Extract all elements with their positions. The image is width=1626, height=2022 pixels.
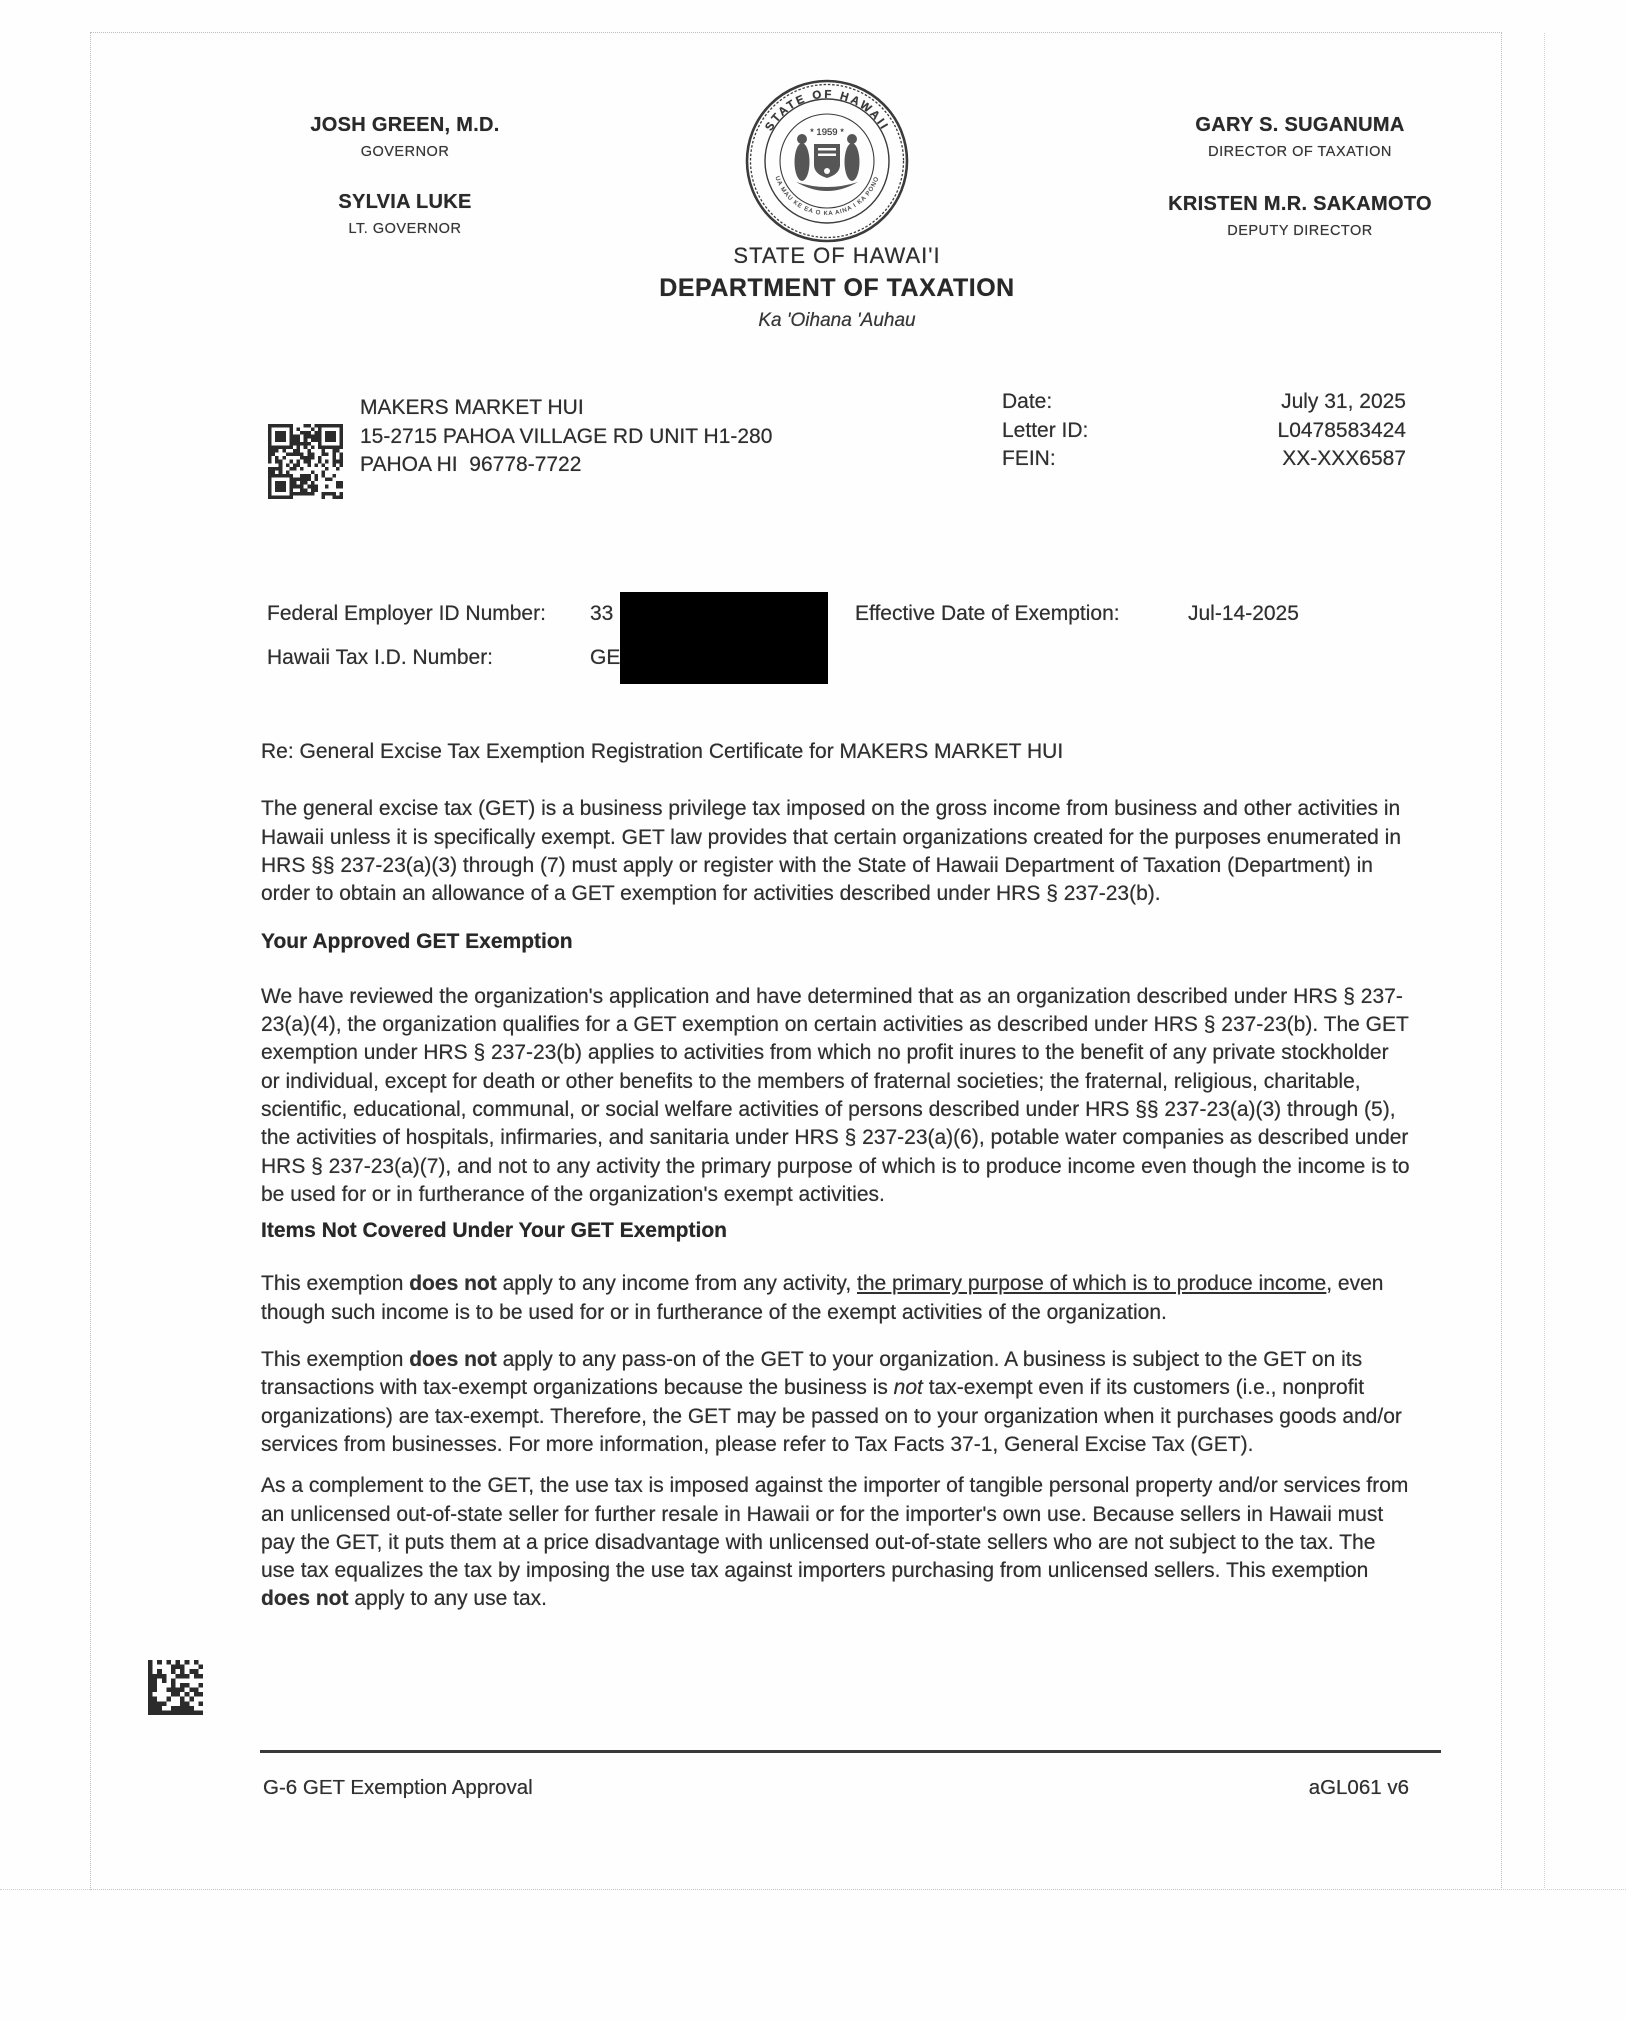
letter-meta-labels <box>1002 388 1088 474</box>
hawaii-tax-id-value: GE <box>590 646 621 669</box>
pass-on-paragraph: This exemption does not apply to any pass-on of the GET to your organization. A business is subject to the GET on its transactions with tax-exempt organizations because the business is not tax-exempt even if its customers (i.e., nonprofit organizations) are tax-exempt. Therefore, the GET may be passed on to your organization when it purchases goods and/or services from businesses. For more information, please refer to Tax Facts 37-1, General Excise Tax (GET). <box>261 1348 1402 1456</box>
deputy-director-title: DEPUTY DIRECTOR <box>1227 223 1373 239</box>
department-name: DEPARTMENT OF TAXATION <box>659 274 1015 302</box>
income-exclusion-paragraph: This exemption does not apply to any income from any activity, the primary purpose of which is to produce income, even though such income is to be used for or in furtherance of the exempt activities of the organization. <box>261 1272 1384 1324</box>
hawaii-tax-id-label: Hawaii Tax I.D. Number: <box>267 646 494 669</box>
datamatrix-barcode <box>148 1660 203 1715</box>
subject-line: Re: General Excise Tax Exemption Registration Certificate for MAKERS MARKET HUI <box>261 740 1064 763</box>
recipient-address-line1: 15-2715 PAHOA VILLAGE RD UNIT H1-280 <box>360 424 773 448</box>
official-lt-governor <box>255 191 555 237</box>
seal-year: * 1959 * <box>810 127 844 138</box>
official-deputy-director <box>1150 193 1450 239</box>
intro-paragraph: The general excise tax (GET) is a business privilege tax imposed on the gross income from business and other activities in Hawaii unless it is specifically exempt. GET law provides that certain organizations created for the purposes enumerated in HRS §§ 237-23(a)(3) through (7) must apply or register with the State of Hawaii Department of Taxation (Department) in order to obtain an allowance of a GET exemption for activities described under HRS § 237-23(b). <box>261 797 1402 906</box>
not-covered-heading: Items Not Covered Under Your GET Exemption <box>261 1219 727 1243</box>
letter-id-value: L0478583424 <box>1277 418 1406 442</box>
deputy-director-name: KRISTEN M.R. SAKAMOTO <box>1168 193 1432 215</box>
fein-value: XX-XXX6587 <box>1282 447 1406 471</box>
governor-title: GOVERNOR <box>360 144 450 160</box>
letter-id-label: Letter ID: <box>1002 418 1089 442</box>
recipient-name: MAKERS MARKET HUI <box>360 396 584 419</box>
official-director <box>1150 114 1450 160</box>
footer-form-name: G-6 GET Exemption Approval <box>263 1776 533 1799</box>
approved-exemption-paragraph: We have reviewed the organization's application and have determined that as an organization described under HRS § 237-23(a)(4), the organization qualifies for a GET exemption on certain activities as described under HRS § 237-23(b). The GET exemption under HRS § 237-23(b) applies to activities from which no profit inures to the benefit of any private stockholder or individual, except for death or other benefits to the members of fraternal societies; the fraternal, religious, charitable, scientific, educational, communal, or social welfare activities of persons described under HRS §§ 237-23(a)(3) through (5), the activities of hospitals, infirmaries, and sanitaria under HRS § 237-23(a)(6), potable water companies as described under HRS § 237-23(a)(7), and not to any activity the primary purpose of which is to produce income even though the income is to be used for or in furtherance of the organization's exempt activities. <box>261 984 1410 1206</box>
approved-exemption-heading: Your Approved GET Exemption <box>261 930 573 954</box>
seal-coat-of-arms <box>795 134 860 191</box>
lt-governor-title: LT. GOVERNOR <box>348 221 462 237</box>
recipient-address-line2: PAHOA HI 96778-7722 <box>360 453 582 476</box>
date-label: Date: <box>1002 390 1053 413</box>
official-governor <box>255 114 555 160</box>
seal-ring-text: STATE OF HAWAII <box>763 88 891 134</box>
state-name: STATE OF HAWAI'I <box>733 243 941 268</box>
seal-motto-text: UA MAU KE EA O KA AINA I KA PONO <box>773 175 881 218</box>
footer-divider <box>260 1750 1441 1753</box>
state-seal-icon <box>744 78 910 244</box>
federal-ein-label: Federal Employer ID Number: <box>267 602 546 625</box>
effective-date-value: Jul-14-2025 <box>1188 602 1299 625</box>
governor-name: JOSH GREEN, M.D. <box>310 114 500 136</box>
letter-body <box>261 738 1411 1614</box>
effective-date-label: Effective Date of Exemption: <box>855 602 1120 625</box>
director-name: GARY S. SUGANUMA <box>1195 114 1405 136</box>
department-hawaiian-name: Ka 'Oihana 'Auhau <box>758 310 916 331</box>
footer-version: aGL061 v6 <box>1308 1776 1409 1799</box>
date-value: July 31, 2025 <box>1281 390 1406 413</box>
use-tax-paragraph: As a complement to the GET, the use tax is imposed against the importer of tangible personal property and/or services from an unlicensed out-of-state seller for further resale in Hawaii or for the importer's own use. Because sellers in Hawaii must pay the GET, it puts them at a price disadvantage with unlicensed out-of-state sellers who are not subject to the tax. The use tax equalizes the tax by imposing the use tax against importers purchasing from unlicensed sellers. This exemption does not apply to any use tax. <box>261 1474 1409 1611</box>
federal-ein-value: 33 <box>590 602 614 625</box>
recipient-address-block <box>360 394 772 480</box>
fein-label: FEIN: <box>1002 447 1056 471</box>
lt-governor-name: SYLVIA LUKE <box>338 191 472 213</box>
letter-meta-values <box>1100 388 1406 474</box>
redaction-box <box>620 592 828 684</box>
qr-code <box>268 424 343 499</box>
director-title: DIRECTOR OF TAXATION <box>1208 144 1392 160</box>
